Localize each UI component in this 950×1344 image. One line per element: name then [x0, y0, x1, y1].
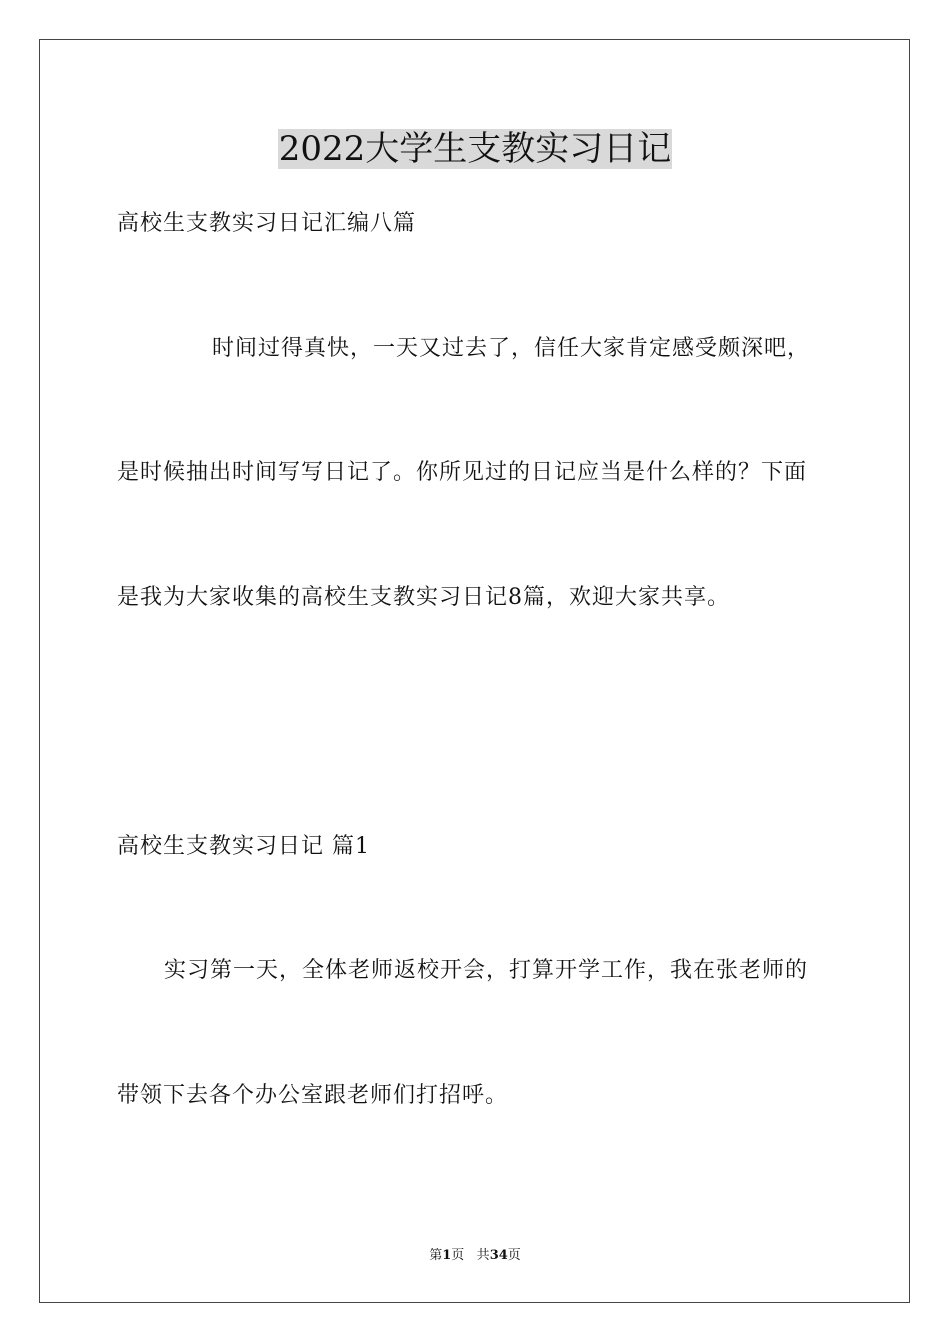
intro-paragraph-line-1: 时间过得真快，一天又过去了，信任大家肯定感受颇深吧，: [212, 336, 811, 361]
footer-page-number: 1: [442, 1248, 452, 1263]
section-heading: 高校生支教实习日记 篇1: [117, 834, 370, 859]
footer-page-suffix: 页: [451, 1248, 465, 1263]
document-title: [0, 126, 950, 172]
footer-page-prefix: 第: [429, 1248, 443, 1263]
section-paragraph-line-1: 实习第一天，全体老师返校开会，打算开学工作，我在张老师的: [164, 958, 809, 983]
page-footer: [0, 1247, 950, 1265]
section-paragraph-line-2: 带领下去各个办公室跟老师们打招呼。: [117, 1083, 509, 1108]
document-subtitle: 高校生支教实习日记汇编八篇: [117, 211, 417, 236]
intro-paragraph-line-2: 是时候抽出时间写写日记了。你所见过的日记应当是什么样的？下面: [117, 460, 808, 485]
footer-total-pages: 34: [489, 1248, 508, 1263]
intro-paragraph-line-3: 是我为大家收集的高校生支教实习日记8篇，欢迎大家共享。: [117, 585, 730, 610]
footer-total-suffix: 页: [507, 1248, 521, 1263]
document-title-text: 2022大学生支教实习日记: [278, 129, 672, 169]
footer-total-prefix: 共: [476, 1248, 490, 1263]
